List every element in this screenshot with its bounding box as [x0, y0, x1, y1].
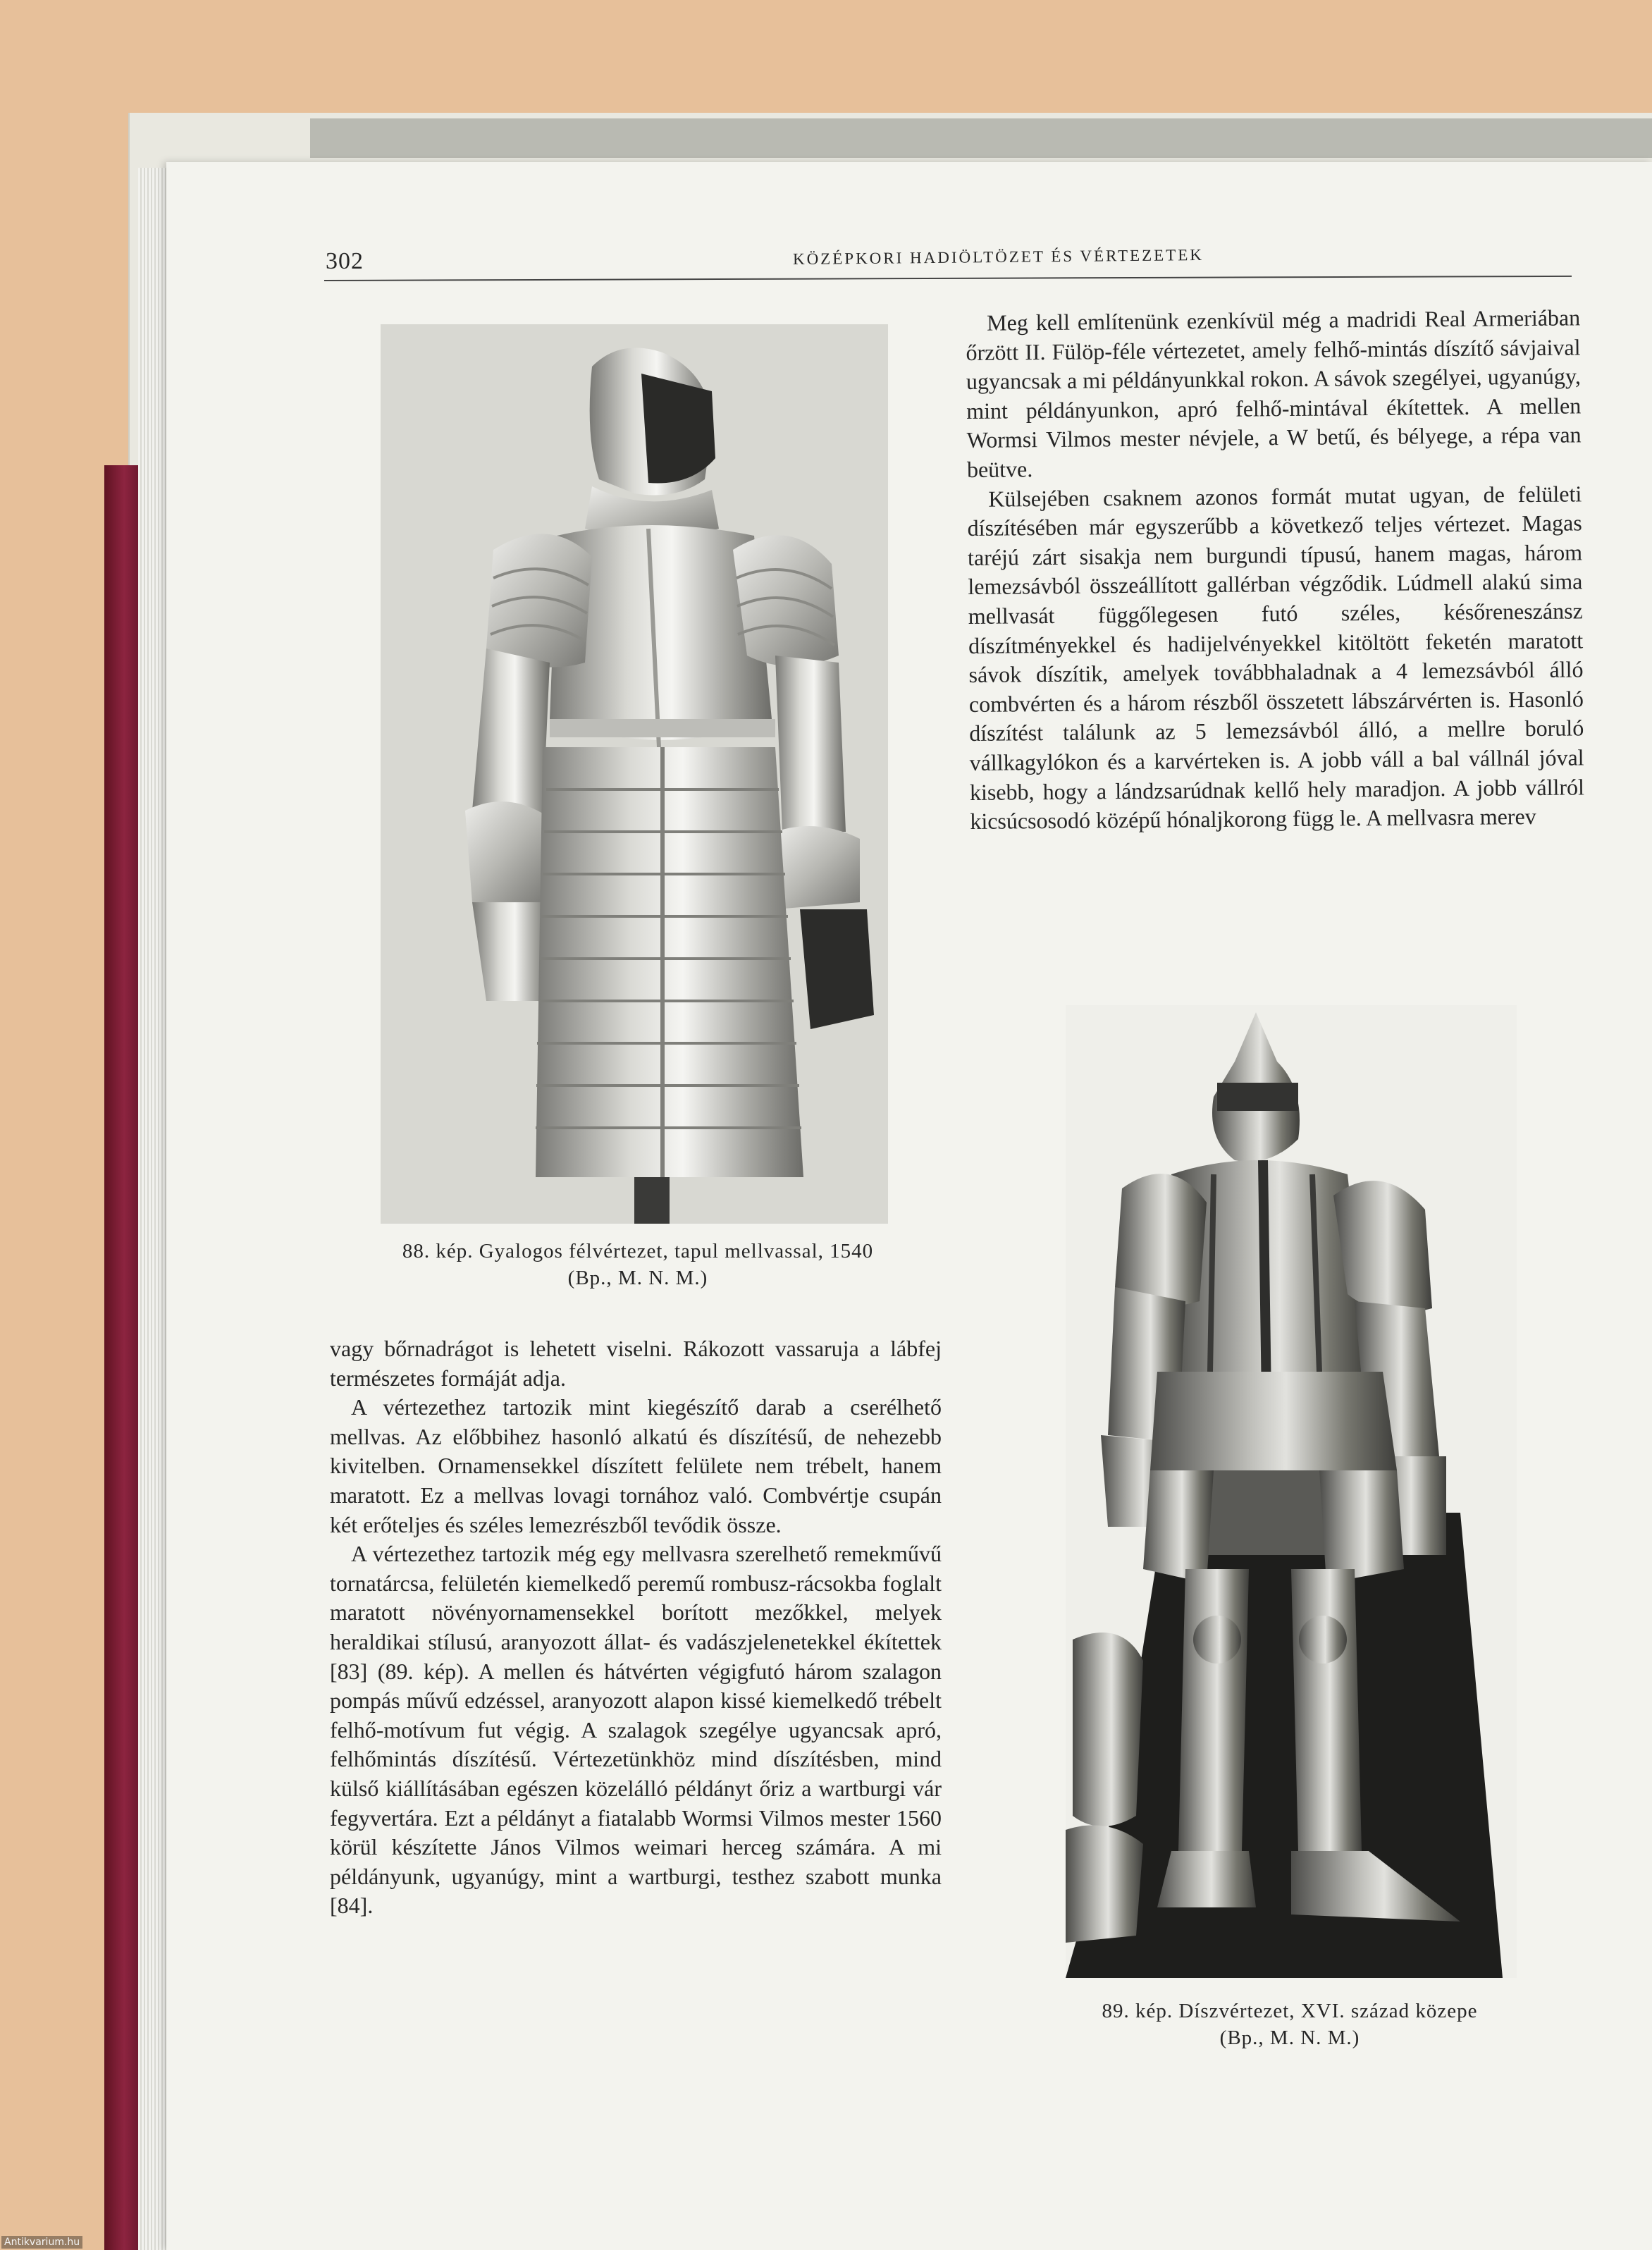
page-number: 302 [326, 248, 364, 274]
caption-line-2: (Bp., M. N. M.) [1219, 2027, 1360, 2049]
paragraph: Külsejében csaknem azonos formát mutat ugyan, de felületi díszítésében már egyszerűbb a következő teljes vértezet. Magas taréjú zárt sisakja nem burgundi típusú, hanem magas, három lemezsávból összeállított gallérban végződik. Lúdmell alakú sima mellvasát függőlegesen futó széles, későreneszánsz díszítményekkel és hadijelvényekkel kitöltött feketén maratott sávok díszítik, amelyek továbbhaladnak a 4 lemezsávból álló combvérten és a három részből összetett lábszárvérten is. Hasonló díszítést találunk az 5 lemezsávból álló, a mellre boruló vállkagylókon és a karvérteken is. A jobb váll a bal vállnál jóval kisebb, hogy a lándzsarúdnak kellő hely maradjon. A jobb vállról kicsúcsosodó középű hónaljkorong függ le. A mellvasra merev [967, 480, 1585, 835]
running-head: KÖZÉPKORI HADIÖLTÖZET ÉS VÉRTEZETEK [792, 245, 1204, 269]
full-armour-illustration [1066, 1005, 1517, 1978]
paragraph: A vértezethez tartozik még egy mellvasra szerelhető remekművű tornatárcsa, felületén kiemelkedő peremű rombusz-rácsokba foglalt maratott növényornamensekkel borított mezőkkel, melyek heraldikai stílusú, aranyozott állat- és vadászjelenetekkel ékítettek [83] (89. kép). A mellen és hátvérten végigfutó három szalagon pompás művű edzéssel, aranyozott alapon kissé kiemelkedő trébelt felhő-motívum fut végig. A szalagok szegélye ugyancsak apró, felhőmintás díszítésű. Vértezetünkhöz mind díszítésben, mind külső kiállításában egészen közelálló példányt őriz a wartburgi vár fegyvertára. Ezt a példányt a fiatalabb Wormsi Vilmos mester 1560 körül készítette János Vilmos weimari herceg számára. A mi példányunk, ugyanúgy, mint a wartburgi, testhez szabott munka [84]. [330, 1541, 942, 1919]
caption-line-1: 88. kép. Gyalogos félvértezet, tapul mellvassal, 1540 [402, 1240, 874, 1262]
caption-line-1: 89. kép. Díszvértezet, XVI. század közepe [1102, 2000, 1478, 2022]
paragraph: vagy bőrnadrágot is lehetett viselni. Rákozott vassaruja a lábfej természetes formáját adja. [330, 1336, 942, 1391]
left-column-text [330, 1334, 942, 1921]
figure-88-photo [381, 324, 888, 1224]
paragraph: A vértezethez tartozik mint kiegészítő darab a cserélhető mellvas. Az előbbihez hasonló alkatú és díszítésű, de nehezebb kivitelben. Ornamensekkel díszített felülete nem trébelt, hanem maratott. Ez a mellvas lovagi tornához való. Combvértje csupán két erőteljes és széles lemezrészből tevődik össze. [330, 1394, 942, 1537]
half-armour-illustration [381, 324, 888, 1224]
figure-89-photo [1066, 1005, 1517, 1978]
figure-88-caption [359, 1238, 916, 1291]
figure-89-caption [1057, 1998, 1522, 2051]
right-column-text [966, 303, 1585, 836]
caption-line-2: (Bp., M. N. M.) [567, 1267, 708, 1289]
watermark: Antikvarium.hu [1, 2236, 82, 2249]
book-cover-strip [310, 118, 1652, 158]
paragraph: Meg kell említenünk ezenkívül még a madridi Real Armeriában őrzött II. Fülöp-féle vértezetet, amely felhő-mintás díszítő sávjaival ugyancsak a mi példányunkkal rokon. A sávok szegélyei, ugyanúgy, mint példányunkon, apró felhő-mintával ékítettek. A mellen Wormsi Vilmos mester névjele, a W betű, és bélyege, a répa van beütve. [966, 305, 1582, 482]
